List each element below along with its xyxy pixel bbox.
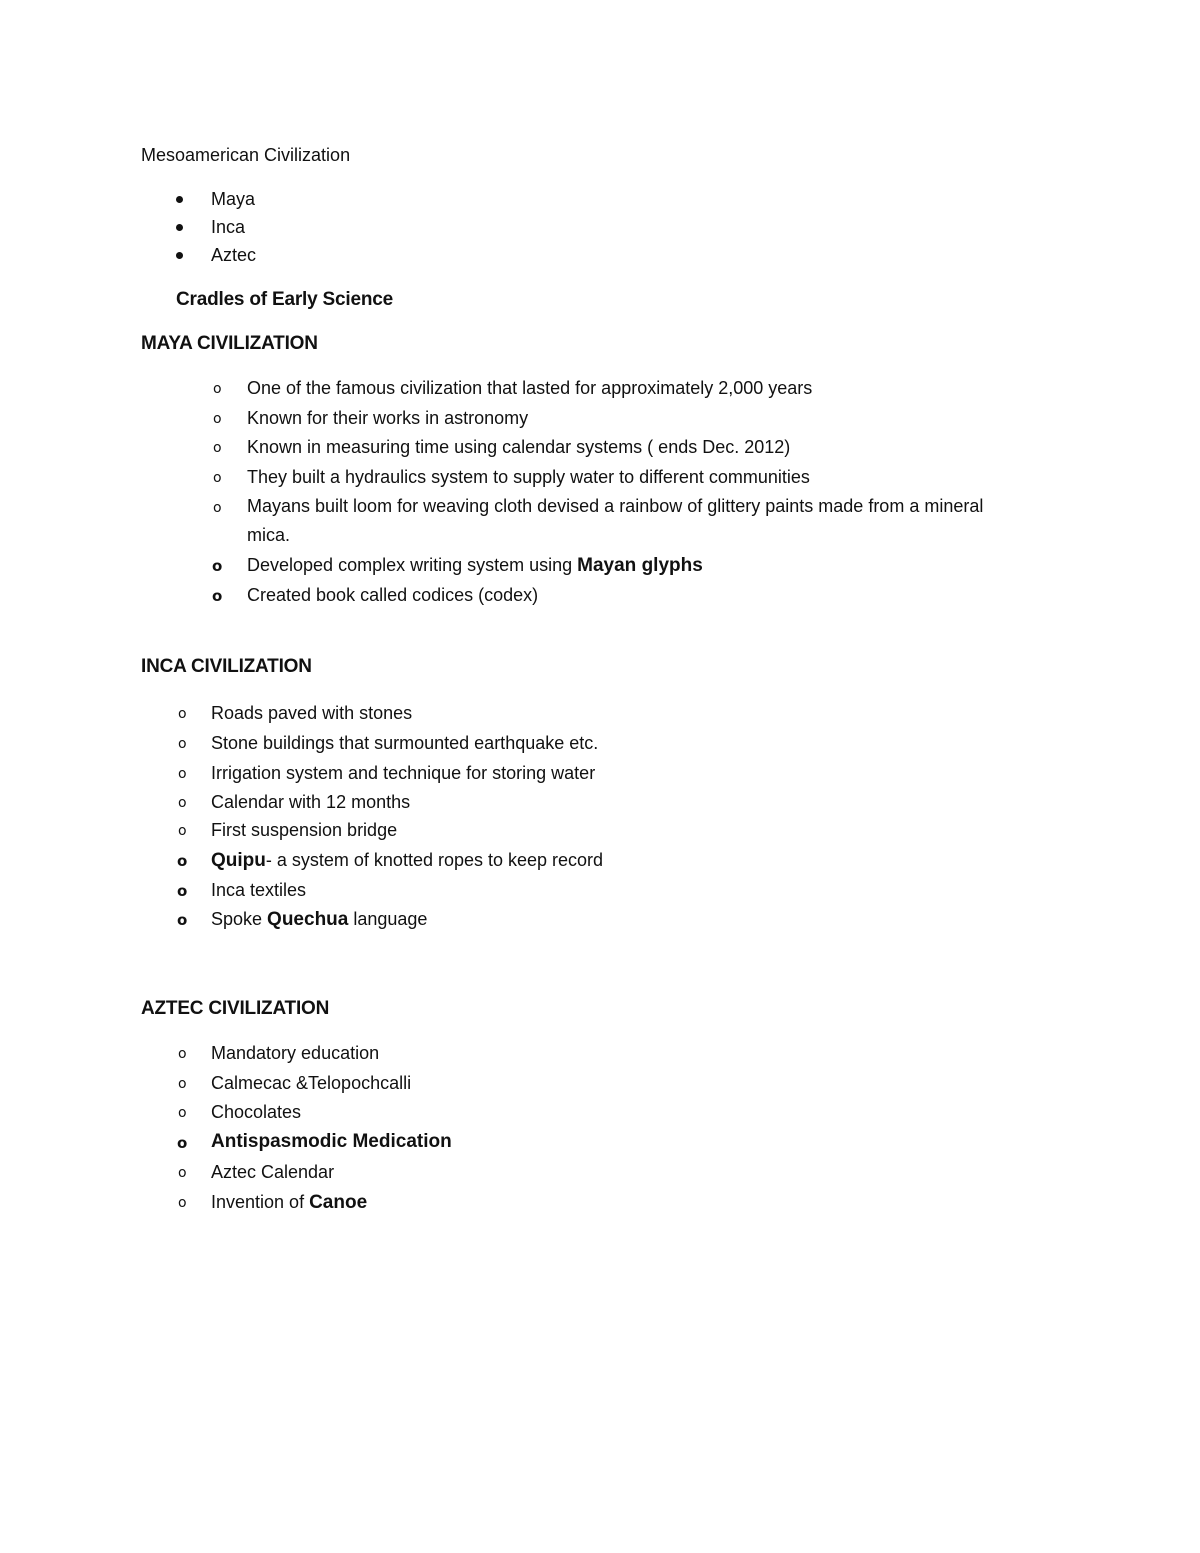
list-item-maya: Maya bbox=[211, 189, 256, 209]
bullet-circle: o bbox=[178, 795, 187, 811]
inca-heading: INCA CIVILIZATION bbox=[141, 656, 312, 677]
maya-item: Known for their works in astronomy bbox=[247, 408, 529, 428]
aztec-item: Antispasmodic Medication bbox=[211, 1131, 452, 1152]
aztec-item: Calmecac &Telopochcalli bbox=[211, 1073, 412, 1093]
bullet-circle: o bbox=[213, 440, 222, 456]
maya-item bbox=[247, 554, 703, 577]
bullet-circle: o bbox=[178, 1165, 187, 1181]
bullet-circle: o bbox=[213, 381, 222, 397]
bullet-circle: o bbox=[177, 1134, 188, 1152]
bullet-circle: o bbox=[177, 852, 188, 870]
maya-writing-text: Developed complex writing system using bbox=[247, 555, 578, 575]
bullet-circle: o bbox=[178, 1076, 187, 1092]
bullet-circle: o bbox=[178, 1046, 187, 1062]
aztec-heading: AZTEC CIVILIZATION bbox=[141, 998, 330, 1019]
list-item-aztec: Aztec bbox=[211, 245, 257, 265]
inca-item bbox=[211, 908, 427, 931]
bullet-circle: o bbox=[212, 587, 223, 605]
canoe-term: Canoe bbox=[309, 1192, 368, 1213]
aztec-item: Aztec Calendar bbox=[211, 1162, 335, 1182]
bullet-circle: o bbox=[213, 411, 222, 427]
quipu-desc: - a system of knotted ropes to keep record bbox=[265, 850, 604, 870]
inca-item: First suspension bridge bbox=[211, 820, 398, 840]
bullet-circle: o bbox=[178, 706, 187, 722]
bullet-dot bbox=[176, 252, 183, 259]
maya-glyphs-term: Mayan glyphs bbox=[577, 555, 703, 576]
bullet-dot bbox=[176, 196, 183, 203]
bullet-circle: o bbox=[177, 882, 188, 900]
maya-item: Known in measuring time using calendar systems ( ends Dec. 2012) bbox=[247, 437, 791, 457]
bullet-circle: o bbox=[178, 1105, 187, 1121]
aztec-item bbox=[211, 1191, 367, 1214]
aztec-item: Chocolates bbox=[211, 1102, 302, 1122]
bullet-circle: o bbox=[213, 470, 222, 486]
quipu-term: Quipu bbox=[211, 850, 266, 871]
invention-text: Invention of bbox=[211, 1192, 310, 1212]
inca-item: Roads paved with stones bbox=[211, 703, 413, 723]
inca-item: Stone buildings that surmounted earthquake etc. bbox=[211, 733, 599, 753]
bullet-circle: o bbox=[213, 500, 222, 516]
section-subtitle: Cradles of Early Science bbox=[176, 289, 393, 310]
inca-item: Irrigation system and technique for storing water bbox=[211, 763, 596, 783]
bullet-circle: o bbox=[178, 766, 187, 782]
bullet-circle: o bbox=[177, 911, 188, 929]
inca-item: Calendar with 12 months bbox=[211, 792, 411, 812]
inca-item: Inca textiles bbox=[211, 880, 307, 900]
maya-item: Mayans built loom for weaving cloth devised a rainbow of glittery paints made from a mineral mica. bbox=[247, 496, 984, 545]
inca-item bbox=[211, 849, 603, 872]
bullet-circle: o bbox=[178, 736, 187, 752]
language-text: language bbox=[348, 909, 428, 929]
spoke-text: Spoke bbox=[211, 909, 268, 929]
maya-heading: MAYA CIVILIZATION bbox=[141, 333, 318, 354]
bullet-circle: o bbox=[178, 823, 187, 839]
maya-item: Created book called codices (codex) bbox=[247, 585, 539, 605]
bullet-circle: o bbox=[178, 1195, 187, 1211]
document-title: Mesoamerican Civilization bbox=[141, 145, 351, 165]
aztec-item: Mandatory education bbox=[211, 1043, 380, 1063]
quechua-term: Quechua bbox=[267, 909, 349, 930]
list-item-inca: Inca bbox=[211, 217, 246, 237]
bullet-dot bbox=[176, 224, 183, 231]
bullet-circle: o bbox=[212, 557, 223, 575]
maya-item: They built a hydraulics system to supply water to different communities bbox=[247, 467, 810, 487]
maya-item: One of the famous civilization that lasted for approximately 2,000 years bbox=[247, 378, 813, 398]
